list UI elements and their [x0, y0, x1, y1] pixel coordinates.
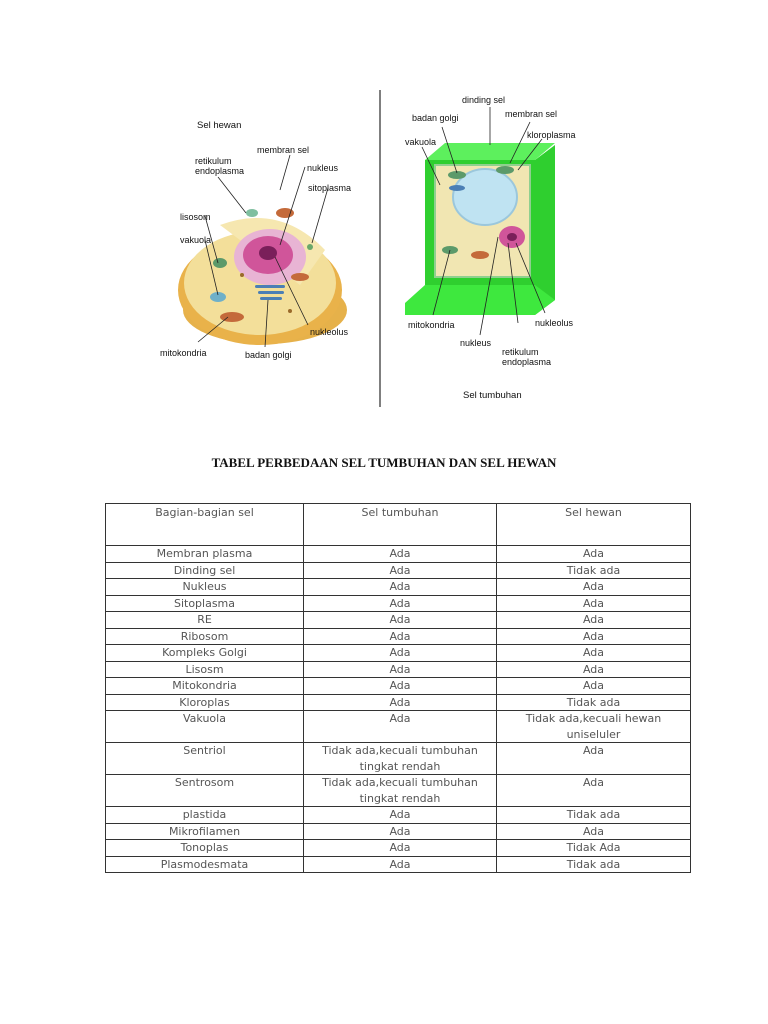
table-cell: Ada: [497, 628, 691, 645]
table-row: [106, 628, 691, 645]
table-cell: Ada: [497, 546, 691, 563]
table-cell: Ribosom: [106, 628, 304, 645]
cell-diagrams: [160, 85, 600, 415]
table-row: [106, 775, 691, 807]
table-cell: Ada: [304, 661, 497, 678]
table-row: [106, 694, 691, 711]
table-cell: Dinding sel: [106, 562, 304, 579]
table-cell: Ada: [304, 546, 497, 563]
table-cell: Ada: [304, 628, 497, 645]
animal-label-retikulum: retikulum endoplasma: [195, 156, 245, 176]
table-cell: RE: [106, 612, 304, 629]
table-cell: Sitoplasma: [106, 595, 304, 612]
table-row: [106, 546, 691, 563]
table-cell: Ada: [497, 823, 691, 840]
table-header-row: [106, 504, 691, 546]
table-row: [106, 678, 691, 695]
table-title: TABEL PERBEDAAN SEL TUMBUHAN DAN SEL HEWAN: [211, 455, 557, 470]
table-cell: Tidak ada: [497, 694, 691, 711]
table-cell: Tidak ada: [497, 856, 691, 873]
table-cell: Lisosm: [106, 661, 304, 678]
plant-label-mitokondria: mitokondria: [408, 320, 455, 330]
animal-label-nukleolus: nukleolus: [310, 327, 349, 337]
table-cell: Ada: [304, 595, 497, 612]
plant-label-kloroplasma: kloroplasma: [527, 130, 576, 140]
table-cell: Ada: [497, 775, 691, 807]
table-row: [106, 743, 691, 775]
animal-label-badan-golgi: badan golgi: [245, 350, 292, 360]
table-row: [106, 807, 691, 824]
table-cell: Ada: [304, 694, 497, 711]
table-row: [106, 711, 691, 743]
table-cell: Tidak ada,kecuali tumbuhan tingkat rendah: [304, 775, 497, 807]
table-cell: Ada: [304, 840, 497, 857]
table-row: [106, 562, 691, 579]
table-cell: Sentriol: [106, 743, 304, 775]
plant-label-retikulum: retikulum endoplasma: [502, 347, 552, 367]
table-cell: Tonoplas: [106, 840, 304, 857]
table-row: [106, 612, 691, 629]
table-row: [106, 595, 691, 612]
plant-label-membran-sel: membran sel: [505, 109, 558, 119]
table-row: [106, 579, 691, 596]
table-cell: Mitokondria: [106, 678, 304, 695]
table-cell: Ada: [304, 678, 497, 695]
table-cell: Ada: [304, 823, 497, 840]
table-cell: Membran plasma: [106, 546, 304, 563]
table-cell: Tidak ada: [497, 562, 691, 579]
table-cell: Tidak ada,kecuali hewan uniseluler: [497, 711, 691, 743]
animal-label-membran-sel: membran sel: [257, 145, 310, 155]
table-row: [106, 823, 691, 840]
plant-label-nukleus: nukleus: [460, 338, 492, 348]
plant-label-dinding-sel: dinding sel: [462, 95, 506, 105]
plant-label-vakuola: vakuola: [405, 137, 437, 147]
table-cell: Ada: [497, 612, 691, 629]
table-row: [106, 645, 691, 662]
table-row: [106, 856, 691, 873]
plant-cell-title: Sel tumbuhan: [463, 390, 522, 401]
table-cell: Ada: [497, 678, 691, 695]
table-cell: Ada: [304, 711, 497, 743]
table-row: [106, 840, 691, 857]
table-cell: Sentrosom: [106, 775, 304, 807]
table-cell: Ada: [497, 595, 691, 612]
header-cell: Sel tumbuhan: [304, 504, 497, 546]
table-cell: Ada: [497, 579, 691, 596]
table-cell: Ada: [497, 661, 691, 678]
table-cell: Ada: [304, 579, 497, 596]
comparison-table: [105, 503, 691, 873]
table-cell: Plasmodesmata: [106, 856, 304, 873]
table-cell: Nukleus: [106, 579, 304, 596]
table-cell: Mikrofilamen: [106, 823, 304, 840]
header-cell: Bagian-bagian sel: [106, 504, 304, 546]
table-cell: Kloroplas: [106, 694, 304, 711]
table-cell: Ada: [304, 645, 497, 662]
table-cell: Ada: [497, 743, 691, 775]
table-cell: Ada: [497, 645, 691, 662]
animal-label-nukleus: nukleus: [307, 163, 339, 173]
table-cell: Vakuola: [106, 711, 304, 743]
table-cell: Ada: [304, 612, 497, 629]
table-cell: Tidak ada: [497, 807, 691, 824]
animal-label-sitoplasma: sitoplasma: [308, 183, 352, 193]
header-cell: Sel hewan: [497, 504, 691, 546]
table-cell: Tidak ada,kecuali tumbuhan tingkat rendah: [304, 743, 497, 775]
table-cell: Tidak Ada: [497, 840, 691, 857]
table-cell: Ada: [304, 562, 497, 579]
animal-cell-title: Sel hewan: [197, 120, 242, 131]
table-cell: Ada: [304, 856, 497, 873]
table-cell: Kompleks Golgi: [106, 645, 304, 662]
animal-label-mitokondria: mitokondria: [160, 348, 207, 358]
plant-label-nukleolus: nukleolus: [535, 318, 574, 328]
animal-label-vakuola: vakuola: [180, 235, 212, 245]
table-cell: Ada: [304, 807, 497, 824]
plant-label-badan-golgi: badan golgi: [412, 113, 459, 123]
animal-label-lisosom: lisosom: [180, 212, 211, 222]
table-row: [106, 661, 691, 678]
table-cell: plastida: [106, 807, 304, 824]
